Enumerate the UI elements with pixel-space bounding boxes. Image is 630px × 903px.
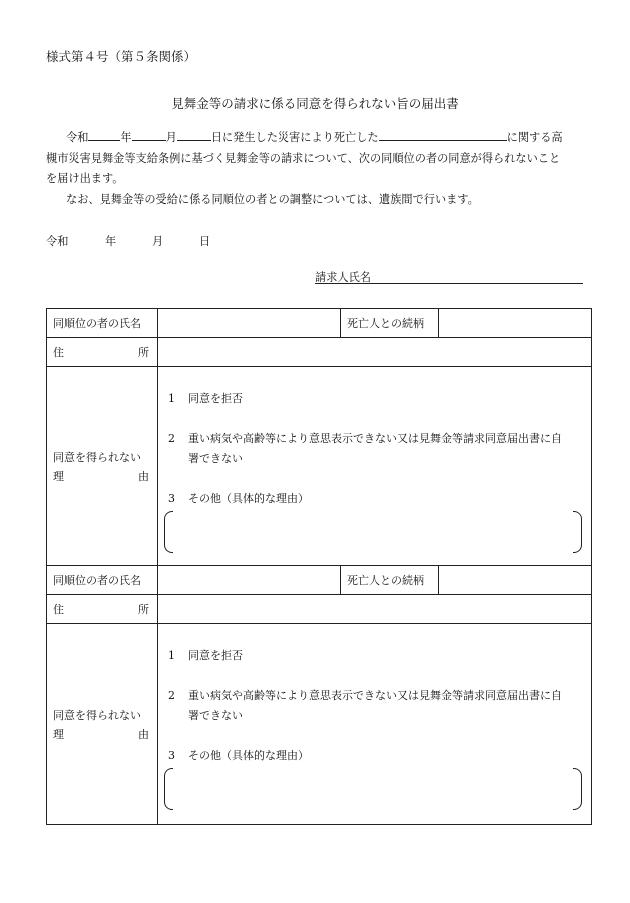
form-number: 様式第４号（第５条関係） — [46, 49, 197, 64]
address-label — [47, 338, 158, 367]
reason-label-1: 同意を得られない — [53, 451, 141, 464]
section2-address-row — [47, 595, 592, 624]
reason-options — [158, 624, 592, 825]
section2-reason-row — [47, 624, 592, 825]
address-label-2: 所 — [138, 346, 149, 359]
address-field[interactable] — [158, 338, 592, 367]
date-year: 年 — [105, 235, 117, 248]
option-1[interactable]: 1 同意を拒否 — [168, 649, 243, 662]
body-line-4: なお、見舞金等の受給に係る同順位の者との調整については、遺族間で行います。 — [66, 193, 479, 206]
body-line-3: を届け出ます。 — [46, 172, 124, 185]
section1-name-row — [47, 309, 592, 338]
relation-label: 死亡人との続柄 — [341, 566, 439, 595]
relation-field[interactable] — [439, 309, 592, 338]
name-label: 同順位の者の氏名 — [47, 566, 158, 595]
reason-options — [158, 367, 592, 566]
section1-reason-row — [47, 367, 592, 566]
day-blank[interactable] — [177, 129, 211, 141]
relation-label: 死亡人との続柄 — [341, 309, 439, 338]
address-field[interactable] — [158, 595, 592, 624]
year-blank[interactable] — [88, 129, 120, 141]
address-label-2: 所 — [138, 603, 149, 616]
address-label — [47, 595, 158, 624]
option-2-cont: 署できない — [188, 709, 243, 722]
date-reiwa: 令和 — [46, 235, 69, 248]
reason-label-2b: 由 — [138, 470, 149, 483]
form-table — [46, 308, 592, 825]
reason-detail-field[interactable] — [164, 511, 582, 553]
reason-label-2a: 理 — [53, 470, 64, 483]
address-label-1: 住 — [53, 603, 64, 616]
option-2[interactable]: 2 重い病気や高齢等により意思表示できない又は見舞金等請求同意届出書に自 — [168, 689, 562, 702]
address-label-1: 住 — [53, 346, 64, 359]
year-label: 年 — [120, 131, 132, 144]
body-line-1 — [66, 129, 563, 145]
deceased-name-blank[interactable] — [379, 129, 507, 141]
claimant-label: 請求人氏名 — [315, 271, 371, 284]
option-2-cont: 署できない — [188, 452, 243, 465]
reason-detail-field[interactable] — [164, 768, 582, 810]
disaster-text: 日に発生した災害により死亡した — [210, 131, 379, 144]
reason-label-1: 同意を得られない — [53, 709, 141, 722]
reason-label — [47, 367, 158, 566]
relation-field[interactable] — [439, 566, 592, 595]
option-3[interactable]: 3 その他（具体的な理由） — [168, 492, 309, 505]
option-3[interactable]: 3 その他（具体的な理由） — [168, 749, 309, 762]
date-month: 月 — [152, 235, 164, 248]
section1-address-row — [47, 338, 592, 367]
date-day: 日 — [199, 235, 211, 248]
option-1[interactable]: 1 同意を拒否 — [168, 392, 243, 405]
reason-label — [47, 624, 158, 825]
line1-end: に関する高 — [506, 131, 563, 144]
option-2[interactable]: 2 重い病気や高齢等により意思表示できない又は見舞金等請求同意届出書に自 — [168, 432, 562, 445]
document-title: 見舞金等の請求に係る同意を得られない旨の届出書 — [171, 96, 459, 111]
name-label: 同順位の者の氏名 — [47, 309, 158, 338]
claimant-signature-line[interactable] — [315, 283, 583, 284]
reason-label-2a: 理 — [53, 728, 64, 741]
section2-name-row — [47, 566, 592, 595]
name-field[interactable] — [158, 566, 341, 595]
reason-label-2b: 由 — [138, 728, 149, 741]
month-blank[interactable] — [132, 129, 166, 141]
body-line-2: 槻市災害見舞金等支給条例に基づく見舞金等の請求について、次の同順位の者の同意が得られないこと — [46, 152, 561, 165]
reiwa-label: 令和 — [66, 131, 89, 144]
name-field[interactable] — [158, 309, 341, 338]
month-label: 月 — [165, 131, 177, 144]
